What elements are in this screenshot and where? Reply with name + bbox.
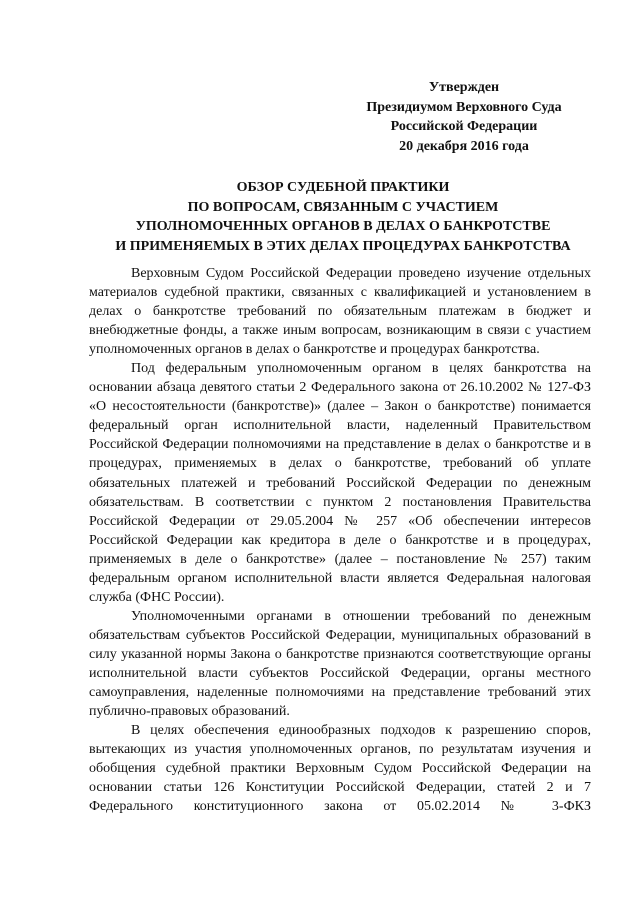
title-line: И ПРИМЕНЯЕМЫХ В ЭТИХ ДЕЛАХ ПРОЦЕДУРАХ БАНКРОТСТВА xyxy=(115,238,571,254)
document-title xyxy=(84,178,602,256)
body-paragraph: Под федеральным уполномоченным органом в целях банкротства на основании абзаца девятого статьи 2 Федерального закона от 26.10.2002 № 127-ФЗ «О несостоятельности (банкротстве)» (далее – Закон о банкротстве) понимается федеральный орган исполнительной власти, наделенный Правительством Российской Федерации полномочиями на представление в делах о банкротстве и в процедурах, применяемых в делах о банкротстве, требований об уплате обязательных платежей и требований Российской Федерации по денежным обязательствам. В соответствии с пунктом 2 постановления Правительства Российской Федерации от 29.05.2004 № 257 «Об обеспечении интересов Российской Федерации как кредитора в деле о банкротстве и в процедурах, применяемых в деле о банкротстве» (далее – постановление № 257) таким федеральным органом исполнительной власти является Федеральная налоговая служба (ФНС России). xyxy=(89,361,591,605)
title-line: ПО ВОПРОСАМ, СВЯЗАННЫМ С УЧАСТИЕМ xyxy=(187,199,499,215)
approval-line: Российской Федерации xyxy=(390,119,538,134)
approval-stamp xyxy=(320,78,608,156)
title-line: УПОЛНОМОЧЕННЫХ ОРГАНОВ В ДЕЛАХ О БАНКРОТСТВЕ xyxy=(135,219,551,234)
approval-date: 20 декабря 2016 года xyxy=(399,138,529,154)
document-body xyxy=(89,264,591,816)
body-paragraph: Уполномоченными органами в отношении требований по денежным обязательствам субъектов Российской Федерации, муниципальных образований в силу указанной нормы Закона о банкротстве признаются соответствующие органы исполнительной власти субъектов Российской Федерации, органы местного самоуправления, наделенные полномочиями на представление требований этих публично-правовых образований. xyxy=(89,608,591,720)
approval-line: Президиумом Верховного Суда xyxy=(366,99,562,115)
title-line: ОБЗОР СУДЕБНОЙ ПРАКТИКИ xyxy=(236,180,450,195)
approval-line: Утвержден xyxy=(428,80,500,95)
body-paragraph: В целях обеспечения единообразных подходов к разрешению споров, вытекающих из участия уполномоченных органов, по результатам изучения и обобщения судебной практики Верховным Судом Российской Федерации на основании статьи 126 Конституции Российской Федерации, статей 2 и 7 Федерального конституционного закона от 05.02.2014 № 3-ФКЗ xyxy=(89,723,591,815)
body-paragraph: Верховным Судом Российской Федерации проведено изучение отдельных материалов судебной практики, связанных с квалификацией и установлением в делах о банкротстве требований по обязательным платежам в бюджет и внебюджетные фонды, а также иным вопросам, возникающим в связи с участием уполномоченных органов в делах о банкротстве и процедурах банкротства. xyxy=(89,266,591,358)
